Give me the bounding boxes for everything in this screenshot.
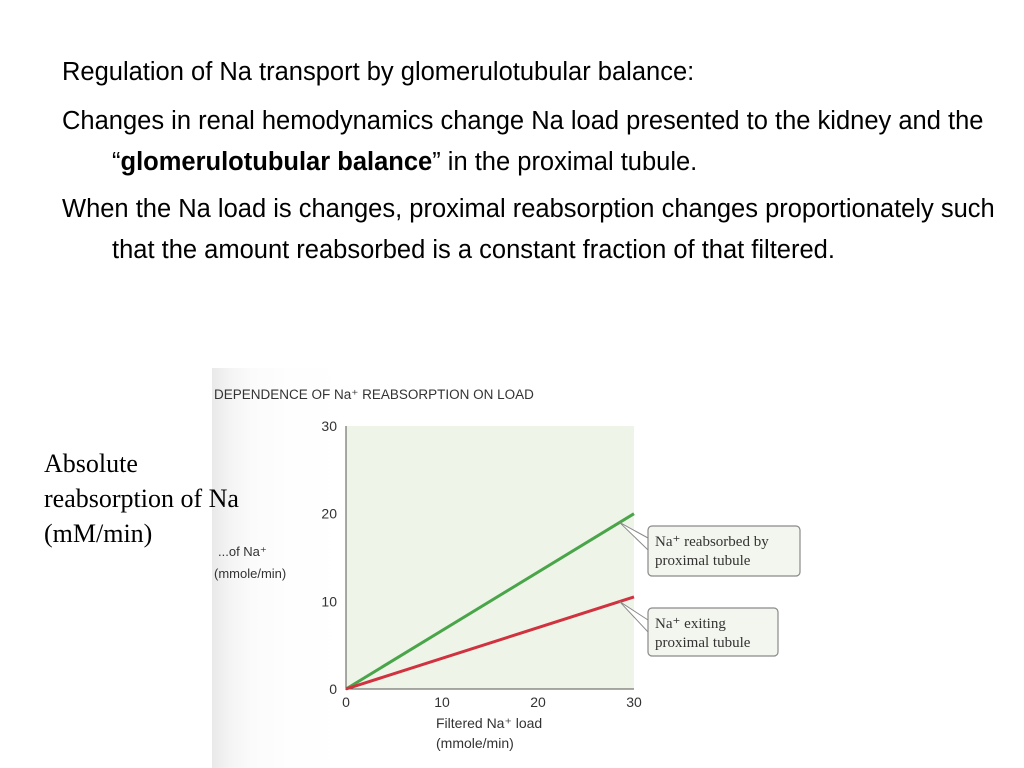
callout-label-0-line2: proximal tubule xyxy=(655,553,751,569)
y-tick-2: 20 xyxy=(321,505,337,522)
y-tick-1: 10 xyxy=(321,593,337,610)
glomerulotubular-balance-term: glomerulotubular balance xyxy=(120,148,433,176)
callout-label-1-line2: proximal tubule xyxy=(655,635,751,651)
y-tick-labels xyxy=(321,418,337,697)
x-axis-label-line1: Filtered Na⁺ load xyxy=(436,715,543,731)
callout-label-0-line1: Na⁺ reabsorbed by xyxy=(655,534,769,550)
plot-area xyxy=(346,426,634,689)
y-tick-0: 0 xyxy=(329,681,337,697)
chart-title: DEPENDENCE OF Na⁺ REABSORPTION ON LOAD xyxy=(214,387,534,402)
slide-heading: Regulation of Na transport by glomerulotubular balance: xyxy=(62,58,695,86)
x-tick-3: 30 xyxy=(626,694,642,710)
paragraph-proportional-reabsorption: When the Na load is changes, proximal reabsorption changes proportionately such that the amount reabsorbed is a constant fraction of that filtered. xyxy=(62,195,995,264)
side-axis-caption: Absolute reabsorption of Na (mM/min) xyxy=(44,449,239,548)
paragraph-hemodynamics-end: ” in the proximal tubule. xyxy=(432,148,698,176)
x-tick-0: 0 xyxy=(342,694,350,710)
y-axis-label-line2: (mmole/min) xyxy=(214,566,287,581)
paragraph-hemodynamics-start: Changes in renal hemodynamics change Na load presented to the kidney and the “ xyxy=(62,107,984,176)
x-tick-1: 10 xyxy=(434,694,450,710)
x-axis-label-line2: (mmole/min) xyxy=(436,735,514,751)
y-axis-label-line1: ...of Na⁺ xyxy=(218,544,267,559)
y-tick-3: 30 xyxy=(321,418,337,434)
x-tick-labels xyxy=(342,694,642,710)
series-callouts xyxy=(620,522,800,656)
x-tick-2: 20 xyxy=(530,694,546,710)
callout-label-1-line1: Na⁺ exiting xyxy=(655,616,726,632)
